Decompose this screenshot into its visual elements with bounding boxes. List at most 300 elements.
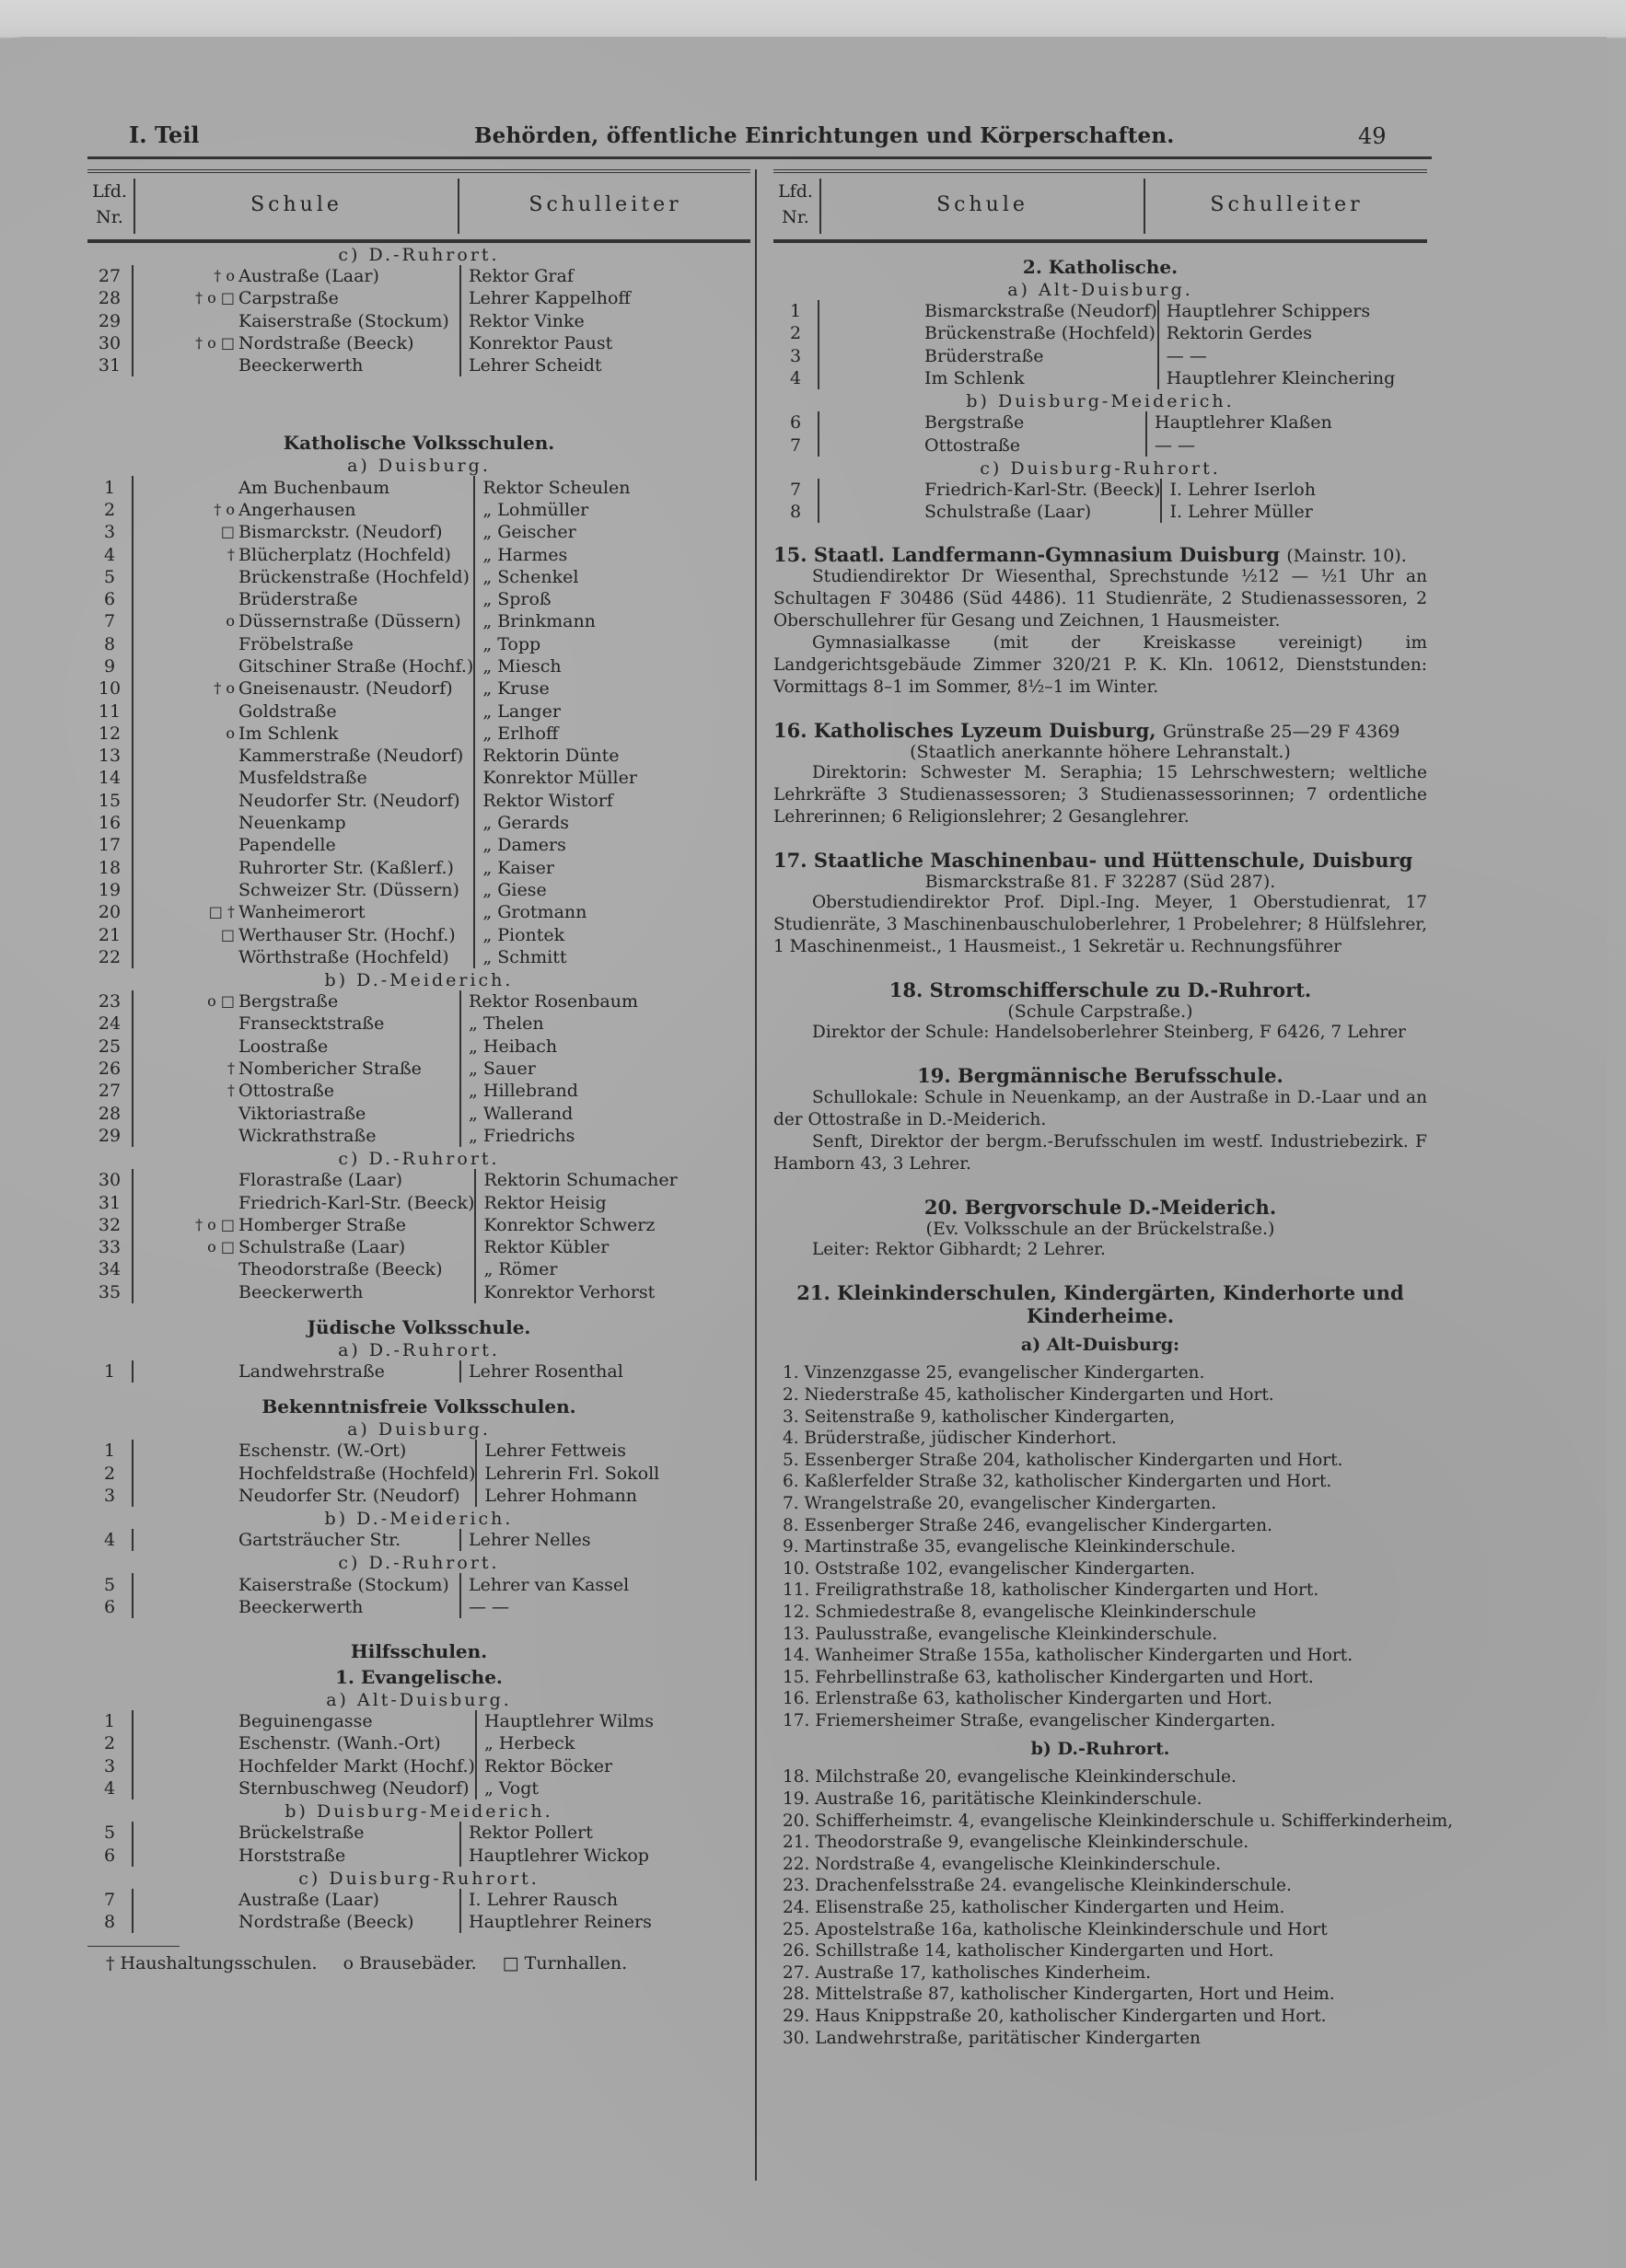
row-markers <box>133 834 238 856</box>
school-name: Beeckerwerth <box>238 355 364 376</box>
row-markers <box>133 1125 238 1147</box>
school-name: Beguinengasse <box>238 1711 373 1732</box>
section-subtitle: a) Duisburg. <box>347 456 491 477</box>
school-head: Hauptlehrer Klaßen <box>1146 411 1427 434</box>
school-name: Brüderstraße <box>924 345 1044 366</box>
entry-16-subtitle: (Staatlich anerkannte höhere Lehranstalt.) <box>910 742 1291 763</box>
row-number: 28 <box>87 287 133 309</box>
row-number: 19 <box>87 879 133 901</box>
school-head: „ Schmitt <box>474 946 750 968</box>
school-name: Kammerstraße (Neudorf) <box>238 746 464 767</box>
row-number: 31 <box>87 1191 133 1213</box>
school-name: Bergstraße <box>238 991 339 1012</box>
school-head: Rektorin Gerdes <box>1158 322 1427 344</box>
school-table <box>87 1710 750 1799</box>
part-label: I. Teil <box>129 122 200 148</box>
school-name: Brückenstraße (Hochfeld) <box>924 323 1156 344</box>
school-name: Werthauser Str. (Hochf.) <box>238 924 456 945</box>
school-head: Rektor Vinke <box>460 310 750 332</box>
entry-15-text: Gymnasialkasse (mit der Kreiskasse vereinigt) im Landgerichtsgebäude Zimmer 320/21 P. K. Kln. 10612, Dienststunden: Vormittags 8–1 im Sommer, 8½–1 im Winter. <box>773 633 1427 698</box>
school-head: I. Lehrer Müller <box>1161 501 1427 523</box>
school-head: „ Friedrichs <box>460 1125 750 1147</box>
school-table <box>87 476 750 968</box>
table-row <box>87 566 750 588</box>
list-item: 24. Elisenstraße 25, katholischer Kindergarten und Heim. <box>783 1898 1285 1918</box>
list-item: 26. Schillstraße 14, katholischer Kindergarten und Hort. <box>783 1941 1274 1961</box>
school-head: Rektorin Schumacher <box>475 1169 750 1191</box>
row-markers <box>133 588 238 610</box>
section-subtitle: a) Duisburg. <box>347 1419 491 1441</box>
school-head: Lehrerin Frl. Sokoll <box>476 1462 750 1484</box>
school-name: Schulstraße (Laar) <box>238 1237 406 1258</box>
section-subtitle: b) Duisburg-Meiderich. <box>285 1801 553 1822</box>
table-row <box>87 767 750 789</box>
row-number: 5 <box>87 1573 133 1595</box>
section-title: Jüdische Volksschule. <box>307 1315 531 1338</box>
school-name: Eschenstr. (W.-Ort) <box>238 1441 407 1462</box>
row-markers <box>133 1573 238 1595</box>
school-head: „ Kruse <box>474 677 750 700</box>
row-number: 1 <box>87 1360 133 1383</box>
row-markers <box>133 1360 238 1383</box>
row-markers <box>133 1755 238 1777</box>
school-name: Wickrathstraße <box>238 1125 377 1146</box>
school-head: „ Sproß <box>474 588 750 610</box>
school-name: Bismarckstraße (Neudorf) <box>924 301 1157 322</box>
entry-15-text: Studiendirektor Dr Wiesenthal, Sprechstunde ½12 — ½1 Uhr an Schultagen F 30486 (Süd 4486). 11 Studienräte, 2 Studienassessoren, 2 Oberschullehrer für Gesang und Zeichnen, 1 Hausmeister. <box>773 567 1427 631</box>
row-markers <box>133 1596 238 1618</box>
entry-15-heading <box>773 543 1427 566</box>
row-markers <box>819 322 924 344</box>
table-row <box>87 1169 750 1191</box>
school-name: Ottostraße <box>924 434 1021 456</box>
school-table <box>87 1573 750 1618</box>
table-row <box>87 588 750 610</box>
section-subtitle: a) D.-Ruhrort. <box>338 1339 500 1360</box>
school-head: Rektor Heisig <box>475 1191 750 1213</box>
school-head: Rektor Kübler <box>475 1236 750 1258</box>
row-markers <box>819 434 924 456</box>
table-row <box>87 1710 750 1732</box>
row-number: 2 <box>773 322 819 344</box>
school-head: „ Sauer <box>460 1058 750 1080</box>
table-row <box>87 1012 750 1035</box>
row-number: 5 <box>87 1822 133 1844</box>
table-row <box>87 521 750 543</box>
row-markers <box>133 633 238 655</box>
row-markers <box>819 411 924 434</box>
school-name: Gneisenaustr. (Neudorf) <box>238 678 453 700</box>
school-name: Im Schlenk <box>238 723 339 744</box>
table-row <box>773 434 1427 456</box>
list-item: 4. Brüderstraße, jüdischer Kinderhort. <box>783 1429 1117 1449</box>
school-name: Ruhrorter Str. (Kaßlerf.) <box>238 857 454 878</box>
row-number: 3 <box>773 345 819 367</box>
row-number: 3 <box>87 1485 133 1507</box>
row-markers <box>819 345 924 367</box>
entry-15-address: (Mainstr. 10). <box>1286 546 1407 567</box>
school-name: Düssernstraße (Düssern) <box>238 611 461 632</box>
school-name: Blücherplatz (Hochfeld) <box>238 544 451 565</box>
school-head: „ Geischer <box>474 521 750 543</box>
entry-20-text: Leiter: Rektor Gibhardt; 2 Lehrer. <box>812 1240 1106 1260</box>
school-name: Schulstraße (Laar) <box>924 502 1092 523</box>
table-row <box>87 1080 750 1102</box>
section-subtitle: b) D.-Meiderich. <box>324 1509 514 1530</box>
school-head: „ Topp <box>474 633 750 655</box>
school-head: Lehrer van Kassel <box>460 1573 750 1595</box>
row-markers <box>133 655 238 677</box>
table-row <box>87 1755 750 1777</box>
school-name: Sternbuschweg (Neudorf) <box>238 1777 470 1799</box>
school-name: Brückelstraße <box>238 1822 365 1844</box>
school-head: Rektor Böcker <box>476 1755 750 1777</box>
table-row <box>87 287 750 309</box>
school-name: Schweizer Str. (Düssern) <box>238 879 459 900</box>
row-markers <box>133 1732 238 1754</box>
school-head: Lehrer Hohmann <box>476 1485 750 1507</box>
list-item: 7. Wrangelstraße 20, evangelischer Kindergarten. <box>783 1493 1217 1513</box>
school-name: Friedrich-Karl-Str. (Beeck) <box>924 479 1161 500</box>
row-number: 6 <box>87 588 133 610</box>
table-row <box>773 345 1427 367</box>
row-number: 29 <box>87 310 133 332</box>
school-name: Brüderstraße <box>238 589 358 610</box>
kindergarten-list <box>773 1362 1427 1731</box>
list-item: 17. Friemersheimer Straße, evangelischer Kindergarten. <box>783 1710 1276 1730</box>
table-row <box>87 1573 750 1595</box>
school-name: Fransecktstraße <box>238 1013 385 1035</box>
row-number: 30 <box>87 1169 133 1191</box>
table-row <box>87 700 750 722</box>
school-head: Hauptlehrer Wickop <box>460 1844 750 1866</box>
school-head: I. Lehrer Rausch <box>460 1889 750 1911</box>
list-item: 27. Austraße 17, katholisches Kinderheim. <box>783 1962 1152 1983</box>
table-row <box>87 1732 750 1754</box>
table-header <box>773 169 1427 243</box>
school-table <box>87 1889 750 1934</box>
row-markers <box>133 700 238 722</box>
row-markers <box>133 1822 238 1844</box>
school-name: Austraße (Laar) <box>238 266 379 287</box>
table-row <box>87 1214 750 1236</box>
row-markers: † o <box>214 267 235 285</box>
row-markers <box>133 566 238 588</box>
legend-showers: o Brausebäder. <box>343 1953 477 1974</box>
entry-19-text: Schullokale: Schule in Neuenkamp, an der Austraße in D.-Laar und an der Ottostraße in D.-Meiderich. <box>773 1088 1427 1130</box>
table-row <box>87 923 750 945</box>
list-item: 20. Schifferheimstr. 4, evangelische Kleinkinderschule u. Schifferkinderheim, <box>783 1811 1454 1831</box>
school-head: Lehrer Nelles <box>460 1529 750 1551</box>
school-head: Rektor Graf <box>460 265 750 287</box>
table-row <box>87 1844 750 1866</box>
list-item: 2. Niederstraße 45, katholischer Kindergarten und Hort. <box>783 1384 1274 1405</box>
entry-19-heading: 19. Bergmännische Berufsschule. <box>917 1064 1283 1088</box>
row-number: 1 <box>87 476 133 498</box>
school-name: Neudorfer Str. (Neudorf) <box>238 790 460 811</box>
school-table <box>87 1822 750 1867</box>
table-row <box>87 745 750 767</box>
school-name: Angerhausen <box>238 499 356 520</box>
table-row <box>773 367 1427 389</box>
school-name: Goldstraße <box>238 700 337 722</box>
school-head: Lehrer Kappelhoff <box>460 287 750 309</box>
row-markers <box>819 300 924 322</box>
row-number: 2 <box>87 1732 133 1754</box>
row-number: 5 <box>87 566 133 588</box>
entry-17-text: Oberstudiendirektor Prof. Dipl.-Ing. Meyer, 1 Oberstudienrat, 17 Studienräte, 3 Maschinenbauschuloberlehrer, 1 Probelehrer; 8 Hülfslehrer, 1 Maschinenmeist., 1 Hausmeist., 1 Sekretär u. Rechnungsführer <box>773 893 1427 957</box>
school-head: Lehrer Scheidt <box>460 354 750 376</box>
row-number: 4 <box>773 367 819 389</box>
entry-18-text: Direktor der Schule: Handelsoberlehrer Steinberg, F 6426, 7 Lehrer <box>812 1023 1406 1043</box>
row-markers <box>133 1529 238 1551</box>
list-item: 12. Schmiedestraße 8, evangelische Kleinkinderschule <box>783 1602 1257 1622</box>
school-name: Florastraße (Laar) <box>238 1170 403 1191</box>
row-markers <box>133 857 238 879</box>
header-divider <box>1144 179 1145 234</box>
legend-footnote <box>87 1946 750 1973</box>
row-markers <box>133 1462 238 1484</box>
section-subtitle: c) D.-Ruhrort. <box>338 245 500 265</box>
school-head: Rektor Pollert <box>460 1822 750 1844</box>
table-row <box>87 1281 750 1303</box>
section-title: Bekenntnisfreie Volksschulen. <box>261 1395 576 1418</box>
header-schule: Schule <box>936 193 1028 216</box>
row-number: 10 <box>87 677 133 700</box>
table-row <box>87 1058 750 1080</box>
school-name: Musfeldstraße <box>238 768 367 789</box>
school-head: „ Kaiser <box>474 857 750 879</box>
row-markers: o <box>226 723 235 742</box>
school-name: Gartsträucher Str. <box>238 1530 401 1551</box>
row-markers <box>133 1710 238 1732</box>
row-number: 23 <box>87 990 133 1012</box>
school-name: Eschenstr. (Wanh.-Ort) <box>238 1733 441 1754</box>
school-head: „ Hillebrand <box>460 1080 750 1102</box>
list-item: 10. Oststraße 102, evangelischer Kindergarten. <box>783 1558 1196 1579</box>
row-number: 4 <box>87 1529 133 1551</box>
row-markers <box>133 946 238 968</box>
table-header <box>87 169 750 243</box>
row-markers <box>133 1440 238 1462</box>
row-number: 8 <box>87 1911 133 1933</box>
list-item: 22. Nordstraße 4, evangelische Kleinkinderschule. <box>783 1854 1222 1874</box>
table-row <box>773 300 1427 322</box>
school-head: „ Langer <box>474 700 750 722</box>
list-item: 28. Mittelstraße 87, katholischer Kindergarten, Hort und Heim. <box>783 1984 1335 2005</box>
row-number: 16 <box>87 812 133 834</box>
school-head: — — <box>1146 434 1427 456</box>
school-head: „ Miesch <box>474 655 750 677</box>
table-row <box>87 1777 750 1799</box>
row-markers: □ <box>220 523 235 541</box>
section-subtitle: c) D.-Ruhrort. <box>338 1553 500 1574</box>
row-markers <box>133 476 238 498</box>
row-number: 35 <box>87 1281 133 1303</box>
row-markers <box>133 1911 238 1933</box>
table-row <box>87 812 750 834</box>
row-number: 24 <box>87 1012 133 1035</box>
school-table <box>87 1529 750 1551</box>
list-item: 18. Milchstraße 20, evangelische Kleinkinderschule. <box>783 1767 1237 1788</box>
school-name: Beeckerwerth <box>238 1281 364 1302</box>
table-row <box>87 1440 750 1462</box>
school-name: Nombericher Straße <box>238 1059 422 1080</box>
table-row <box>87 990 750 1012</box>
row-number: 13 <box>87 745 133 767</box>
table-row <box>87 610 750 632</box>
entry-15-title: 15. Staatl. Landfermann-Gymnasium Duisburg <box>773 543 1280 567</box>
row-number: 8 <box>87 633 133 655</box>
section-subtitle: c) D.-Ruhrort. <box>338 1149 500 1170</box>
row-number: 33 <box>87 1236 133 1258</box>
section-subtitle: a) Alt-Duisburg. <box>326 1689 512 1710</box>
school-table <box>87 1440 750 1507</box>
header-nr: Lfd. Nr. <box>778 181 813 227</box>
table-row <box>87 1036 750 1058</box>
school-name: Nordstraße (Beeck) <box>238 1912 414 1933</box>
school-table <box>87 990 750 1147</box>
page-title: Behörden, öffentliche Einrichtungen und Körperschaften. <box>474 123 1175 148</box>
school-head: „ Thelen <box>460 1012 750 1035</box>
row-number: 21 <box>87 923 133 945</box>
table-row <box>87 1596 750 1618</box>
school-head: Hauptlehrer Schippers <box>1158 300 1427 322</box>
list-item: 11. Freiligrathstraße 18, katholischer Kindergarten und Hort. <box>783 1580 1319 1601</box>
school-head: „ Piontek <box>474 923 750 945</box>
school-head: „ Römer <box>475 1258 750 1280</box>
school-head: Lehrer Fettweis <box>476 1440 750 1462</box>
list-item: 3. Seitenstraße 9, katholischer Kindergarten, <box>783 1406 1176 1427</box>
row-number: 25 <box>87 1036 133 1058</box>
entry-16-heading <box>773 719 1427 742</box>
list-item: 15. Fehrbellinstraße 63, katholischer Kindergarten und Hort. <box>783 1667 1314 1687</box>
school-table <box>773 300 1427 389</box>
row-number: 6 <box>87 1844 133 1866</box>
table-row <box>87 946 750 968</box>
school-name: Viktoriastraße <box>238 1103 366 1124</box>
row-markers: □ <box>220 925 235 943</box>
school-name: Fröbelstraße <box>238 633 354 654</box>
table-row <box>87 1236 750 1258</box>
school-name: Im Schlenk <box>924 368 1025 389</box>
row-number: 7 <box>87 610 133 632</box>
table-row <box>87 1360 750 1383</box>
row-number: 29 <box>87 1125 133 1147</box>
row-markers <box>133 1012 238 1035</box>
row-number: 7 <box>773 434 819 456</box>
school-name: Nordstraße (Beeck) <box>238 333 414 354</box>
school-head: „ Giese <box>474 879 750 901</box>
table-row <box>87 332 750 354</box>
left-column <box>87 169 750 1973</box>
table-row <box>773 501 1427 523</box>
school-head: „ Schenkel <box>474 566 750 588</box>
row-number: 1 <box>87 1710 133 1732</box>
row-markers: □ † <box>208 903 235 921</box>
table-row <box>87 499 750 521</box>
row-markers <box>819 501 924 523</box>
row-number: 34 <box>87 1258 133 1280</box>
row-markers <box>819 367 924 389</box>
school-head: „ Damers <box>474 834 750 856</box>
row-number: 1 <box>87 1440 133 1462</box>
school-head: Konrektor Müller <box>474 767 750 789</box>
school-name: Am Buchenbaum <box>238 477 390 498</box>
table-row <box>87 677 750 700</box>
row-number: 4 <box>87 543 133 565</box>
column-divider <box>755 169 757 2181</box>
school-name: Neuenkamp <box>238 813 346 834</box>
table-row <box>87 834 750 856</box>
row-number: 18 <box>87 857 133 879</box>
school-head: Lehrer Rosenthal <box>460 1360 750 1383</box>
table-row <box>87 1485 750 1507</box>
school-name: Theodorstraße (Beeck) <box>238 1259 443 1280</box>
school-head: I. Lehrer Iserloh <box>1161 479 1427 501</box>
row-number: 2 <box>87 499 133 521</box>
list-item: 13. Paulusstraße, evangelische Kleinkinderschule. <box>783 1624 1218 1644</box>
school-name: Brückenstraße (Hochfeld) <box>238 566 470 587</box>
school-head: Konrektor Verhorst <box>475 1281 750 1303</box>
row-markers <box>133 1103 238 1125</box>
row-markers <box>133 790 238 812</box>
list-item: 30. Landwehrstraße, paritätischer Kindergarten <box>783 2028 1201 2048</box>
table-row <box>87 879 750 901</box>
entry-17-subtitle: Bismarckstraße 81. F 32287 (Süd 287). <box>924 872 1276 893</box>
row-number: 1 <box>773 300 819 322</box>
table-row <box>87 1529 750 1551</box>
row-markers: † <box>227 1082 235 1100</box>
list-item: 8. Essenberger Straße 246, evangelischer Kindergarten. <box>783 1515 1272 1535</box>
table-row <box>87 310 750 332</box>
row-number: 31 <box>87 354 133 376</box>
school-head: Konrektor Schwerz <box>475 1214 750 1236</box>
school-table <box>87 265 750 376</box>
entry-19-text: Senft, Direktor der bergm.-Berufsschulen im westf. Industriebezirk. F Hamborn 43, 3 Lehrer. <box>773 1132 1427 1174</box>
entry-21-heading: 21. Kleinkinderschulen, Kindergärten, Kinderhorte und Kinderheime. <box>796 1281 1404 1328</box>
table-row <box>773 322 1427 344</box>
row-number: 3 <box>87 1755 133 1777</box>
header-schulleiter: Schulleiter <box>528 193 682 216</box>
row-number: 32 <box>87 1214 133 1236</box>
row-markers <box>133 1036 238 1058</box>
row-number: 26 <box>87 1058 133 1080</box>
entry-16-text: Direktorin: Schwester M. Seraphia; 15 Lehrschwestern; weltliche Lehrkräfte 3 Studienassessoren; 3 Studienassessorinnen; 7 ordentliche Lehrerinnen; 6 Religionslehrer; 2 Gesanglehrer. <box>773 763 1427 827</box>
school-name: Carpstraße <box>238 288 339 309</box>
table-row <box>87 633 750 655</box>
row-number: 6 <box>773 411 819 434</box>
row-markers: † o <box>214 500 235 518</box>
section-title: 1. Evangelische. <box>335 1665 503 1688</box>
school-name: Horststraße <box>238 1845 346 1866</box>
row-number: 30 <box>87 332 133 354</box>
school-head: „ Brinkmann <box>474 610 750 632</box>
table-row <box>87 1911 750 1933</box>
page-number: 49 <box>1358 123 1387 149</box>
page-header <box>87 120 1432 159</box>
row-markers <box>133 1844 238 1866</box>
table-row <box>87 1125 750 1147</box>
row-number: 15 <box>87 790 133 812</box>
entry-18-heading: 18. Stromschifferschule zu D.-Ruhrort. <box>888 978 1312 1002</box>
list-item: 5. Essenberger Straße 204, katholischer Kindergarten und Hort. <box>783 1450 1343 1470</box>
section-subtitle: b) D.-Meiderich. <box>324 970 514 991</box>
entry-18-subtitle: (Schule Carpstraße.) <box>1007 1001 1193 1023</box>
school-name: Gitschiner Straße (Hochf.) <box>238 656 474 677</box>
list-item: 16. Erlenstraße 63, katholischer Kindergarten und Hort. <box>783 1689 1272 1709</box>
table-row <box>773 479 1427 501</box>
